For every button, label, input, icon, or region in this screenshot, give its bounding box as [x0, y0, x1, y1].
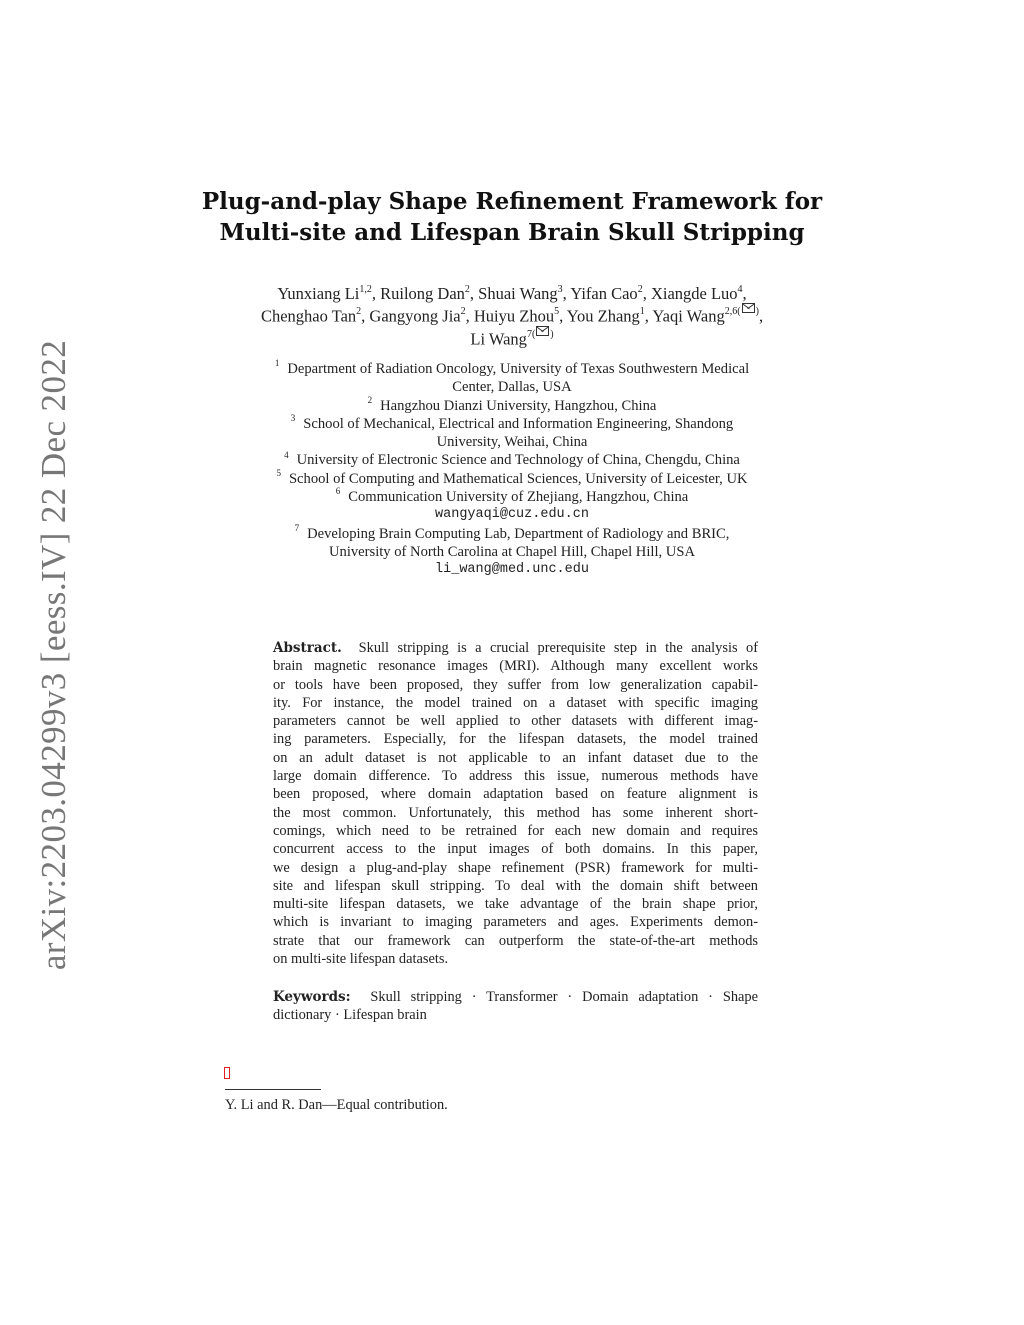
abstract-line: the most common. Unfortunately, this method has some inherent short-	[273, 804, 758, 821]
abstract-line: strate that our framework can outperform the state-of-the-art methods	[273, 932, 758, 949]
arxiv-stamp: arXiv:2203.04299v3 [eess.IV] 22 Dec 2022	[34, 339, 73, 971]
author-affil-sup: 5	[554, 306, 560, 317]
author-affil-sup-text: 7	[526, 328, 532, 340]
affiliation-3-cont	[0, 433, 1024, 451]
abstract-line: large domain difference. To address this issue, numerous methods have	[273, 768, 758, 785]
affil-text: School of Computing and Mathematical Sciences, University of Leicester, UK	[288, 470, 748, 487]
author-sep: ,	[465, 306, 474, 326]
affil-text: Hangzhou Dianzi University, Hangzhou, China	[380, 397, 657, 414]
affil-text: University, Weihai, China	[436, 434, 588, 451]
author-sep: ,	[642, 284, 651, 303]
abstract-line: on multi-site lifespan datasets.	[273, 951, 449, 968]
author-sep: ,	[371, 284, 381, 303]
abstract-text: Skull stripping is a crucial prerequisite step in the analysis of	[358, 640, 758, 656]
affil-number: 1	[274, 358, 280, 369]
author-line-2	[0, 304, 1024, 327]
title-line-2: Multi-site and Lifespan Brain Skull Stripping	[219, 219, 805, 246]
keywords-line: dictionary · Lifespan brain	[273, 1007, 427, 1024]
abstract-line: we design a plug-and-play shape refinement (PSR) framework for multi-	[273, 859, 758, 876]
footnote-divider	[225, 1089, 321, 1090]
author-affil-sup: 2,6( )	[725, 306, 759, 317]
abstract-line: been proposed, where domain adaptation based on feature alignment is	[273, 786, 758, 803]
abstract-line: on an adult dataset is not applicable to an infant dataset due to the	[273, 749, 758, 766]
affiliation-6	[0, 488, 1024, 506]
paper-title	[0, 186, 1024, 248]
author: Yunxiang Li	[277, 284, 360, 303]
affil-number: 7	[294, 522, 300, 533]
affiliation-3	[0, 415, 1024, 433]
keywords-line	[273, 988, 758, 1006]
affiliation-5	[0, 467, 1024, 488]
abstract-line: site and lifespan skull stripping. To deal with the domain shift between	[273, 877, 758, 894]
affiliation-1	[0, 360, 1024, 378]
author-affil-sup: 4	[737, 283, 743, 295]
abstract-label: Abstract.	[273, 640, 342, 656]
abstract-line: brain magnetic resonance images (MRI). Although many excellent works	[273, 658, 758, 675]
abstract-line: ing parameters. Especially, for the lifespan datasets, the model trained	[273, 731, 758, 748]
affil-text: University of North Carolina at Chapel Hill, Chapel Hill, USA	[328, 543, 695, 560]
affiliation-7-cont	[0, 543, 1024, 561]
author-line-1	[0, 284, 1024, 304]
keywords	[273, 988, 758, 1025]
author-affil-sup: 2	[460, 306, 466, 317]
abstract-line: or tools have been proposed, they suffer from low generalization capabil-	[273, 676, 758, 693]
author-sep: ,	[559, 306, 567, 326]
author: Xiangde Luo	[650, 284, 738, 303]
author-affil-sup: 1,2	[359, 283, 372, 295]
keywords-label: Keywords:	[273, 989, 351, 1005]
abstract-line: comings, which need to be retrained for each new domain and requires	[273, 822, 758, 839]
affil-text: Developing Brain Computing Lab, Department of Radiology and BRIC,	[307, 525, 730, 542]
affil-text: Communication University of Zhejiang, Hangzhou, China	[348, 489, 689, 506]
author: Chenghao Tan	[260, 306, 357, 326]
keywords-text: Skull stripping · Transformer · Domain adaptation · Shape	[370, 989, 758, 1005]
author-sep: ,	[469, 284, 479, 303]
author-sep: ,	[644, 306, 653, 326]
author: You Zhang	[566, 306, 640, 326]
author-affil-sup: 7( )	[527, 329, 554, 340]
abstract	[273, 639, 758, 968]
affiliation-1-cont	[0, 378, 1024, 396]
footnote: Y. Li and R. Dan—Equal contribution.	[225, 1097, 448, 1113]
affil-text: Center, Dallas, USA	[452, 379, 572, 396]
author-affil-sup: 2	[356, 306, 362, 317]
affil-number: 2	[367, 394, 373, 405]
affil-text: Department of Radiation Oncology, University of Texas Southwestern Medical	[287, 361, 750, 377]
affil-number: 6	[335, 486, 341, 497]
author: Ruilong Dan	[380, 284, 465, 303]
affil-number: 3	[290, 413, 296, 424]
author: Shuai Wang	[478, 284, 558, 303]
author: Yifan Cao	[570, 284, 638, 303]
affiliation-list	[0, 360, 1024, 580]
abstract-line: ity. For instance, the model trained on a dataset with specific imaging	[273, 694, 758, 711]
abstract-line: which is invariant to imaging parameters and ages. Experiments demon-	[273, 914, 758, 931]
affil-number: 5	[276, 467, 281, 478]
author: Yaqi Wang	[652, 306, 725, 326]
affiliation-4	[0, 451, 1024, 469]
abstract-line: parameters cannot be well applied to other datasets with different imag-	[273, 713, 758, 730]
author: Li Wang	[470, 329, 527, 348]
author-affil-sup: 1	[639, 306, 645, 317]
envelope-icon	[536, 326, 549, 336]
author-list	[0, 284, 1024, 349]
abstract-line: multi-site lifespan datasets, we take advantage of the brain shape prior,	[273, 896, 758, 913]
affil-text: University of Electronic Science and Technology of China, Chengdu, China	[296, 452, 740, 469]
abstract-line	[273, 639, 758, 657]
affiliation-7-email[interactable]: li_wang@med.unc.edu	[435, 562, 589, 578]
author-sep: ,	[361, 306, 370, 326]
red-link-marker[interactable]	[224, 1067, 230, 1079]
author-affil-sup-text: 2,6	[724, 306, 738, 317]
author: Huiyu Zhou	[473, 306, 555, 326]
author-sep: ,	[562, 284, 571, 303]
affiliation-6-email[interactable]: wangyaqi@cuz.edu.cn	[435, 507, 589, 523]
abstract-line: concurrent access to the input images of both domains. In this paper,	[273, 841, 758, 858]
author-affil-sup: 3	[557, 283, 563, 295]
author-line-3	[0, 327, 1024, 350]
author-sep: ,	[758, 306, 764, 326]
author-affil-sup: 2	[637, 283, 643, 295]
author-affil-sup: 2	[464, 283, 470, 295]
author: Gangyong Jia	[369, 306, 461, 326]
affiliation-2	[0, 394, 1024, 415]
envelope-icon	[742, 303, 755, 313]
affiliation-7	[0, 522, 1024, 543]
affil-number: 4	[284, 449, 289, 460]
author-sep: ,	[742, 284, 747, 303]
affil-text: School of Mechanical, Electrical and Information Engineering, Shandong	[303, 415, 734, 432]
title-line-1: Plug-and-play Shape Refinement Framework for	[201, 188, 823, 215]
